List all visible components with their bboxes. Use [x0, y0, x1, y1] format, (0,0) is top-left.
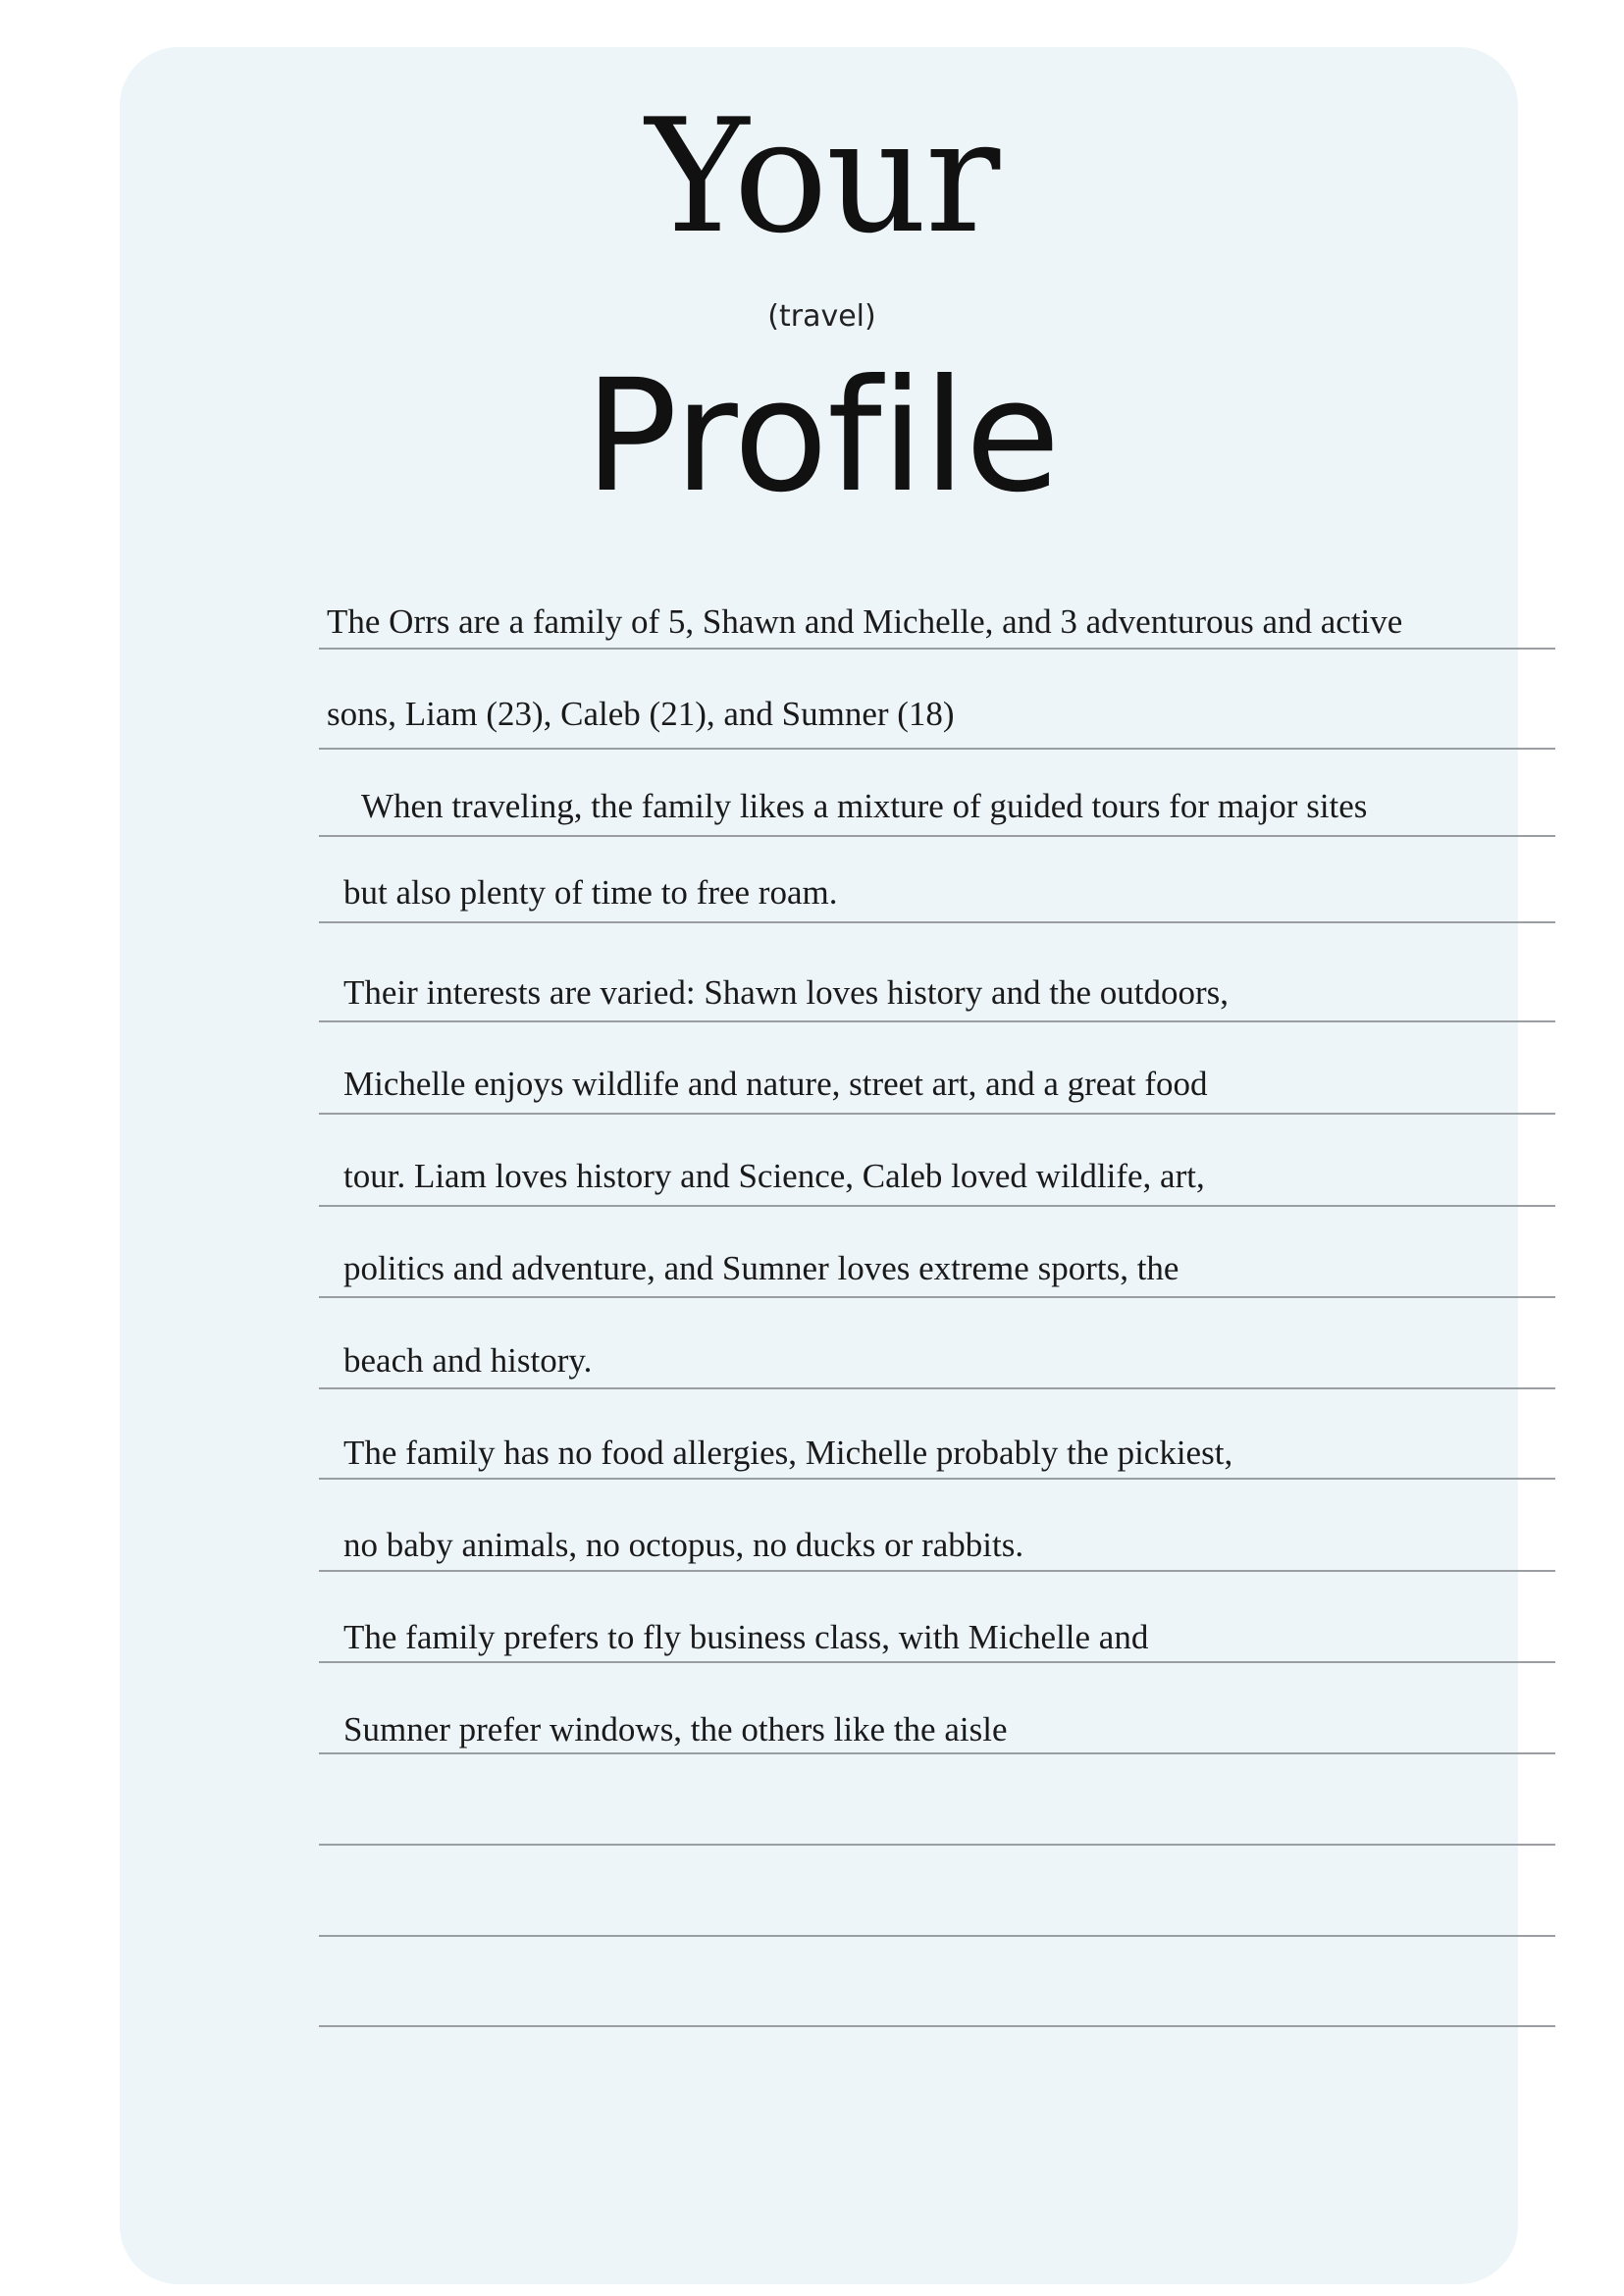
- ruled-line: [319, 1935, 1555, 1937]
- profile-line: The family has no food allergies, Michelle probably the pickiest,: [343, 1434, 1233, 1472]
- ruled-line: [319, 748, 1555, 750]
- title-profile: Profile: [584, 346, 1060, 527]
- profile-line: The family prefers to fly business class, with Michelle and: [343, 1618, 1149, 1656]
- profile-line: The Orrs are a family of 5, Shawn and Michelle, and 3 adventurous and active: [327, 602, 1403, 641]
- profile-line: Sumner prefer windows, the others like the aisle: [343, 1710, 1008, 1748]
- profile-line: sons, Liam (23), Caleb (21), and Sumner (18): [327, 695, 955, 733]
- ruled-line: [319, 921, 1555, 923]
- ruled-line: [319, 1752, 1555, 1754]
- ruled-line: [319, 1113, 1555, 1115]
- ruled-line: [319, 1844, 1555, 1846]
- profile-line: beach and history.: [343, 1341, 593, 1380]
- profile-line: When traveling, the family likes a mixture of guided tours for major sites: [361, 787, 1368, 825]
- ruled-line: [319, 1661, 1555, 1663]
- ruled-line: [319, 1205, 1555, 1207]
- ruled-line: [319, 648, 1555, 650]
- profile-line: no baby animals, no octopus, no ducks or rabbits.: [343, 1526, 1024, 1564]
- ruled-line: [319, 2025, 1555, 2027]
- title-subtitle: (travel): [767, 299, 876, 334]
- profile-line: politics and adventure, and Sumner loves extreme sports, the: [343, 1249, 1179, 1287]
- ruled-line: [319, 1478, 1555, 1480]
- title-your: Your: [645, 84, 999, 268]
- ruled-line: [319, 1570, 1555, 1572]
- ruled-line: [319, 1387, 1555, 1389]
- ruled-line: [319, 1020, 1555, 1022]
- profile-line: Their interests are varied: Shawn loves history and the outdoors,: [343, 973, 1230, 1012]
- profile-line: but also plenty of time to free roam.: [343, 873, 838, 912]
- profile-line: Michelle enjoys wildlife and nature, street art, and a great food: [343, 1065, 1208, 1103]
- ruled-line: [319, 1296, 1555, 1298]
- profile-line: tour. Liam loves history and Science, Caleb loved wildlife, art,: [343, 1157, 1205, 1195]
- ruled-line: [319, 835, 1555, 837]
